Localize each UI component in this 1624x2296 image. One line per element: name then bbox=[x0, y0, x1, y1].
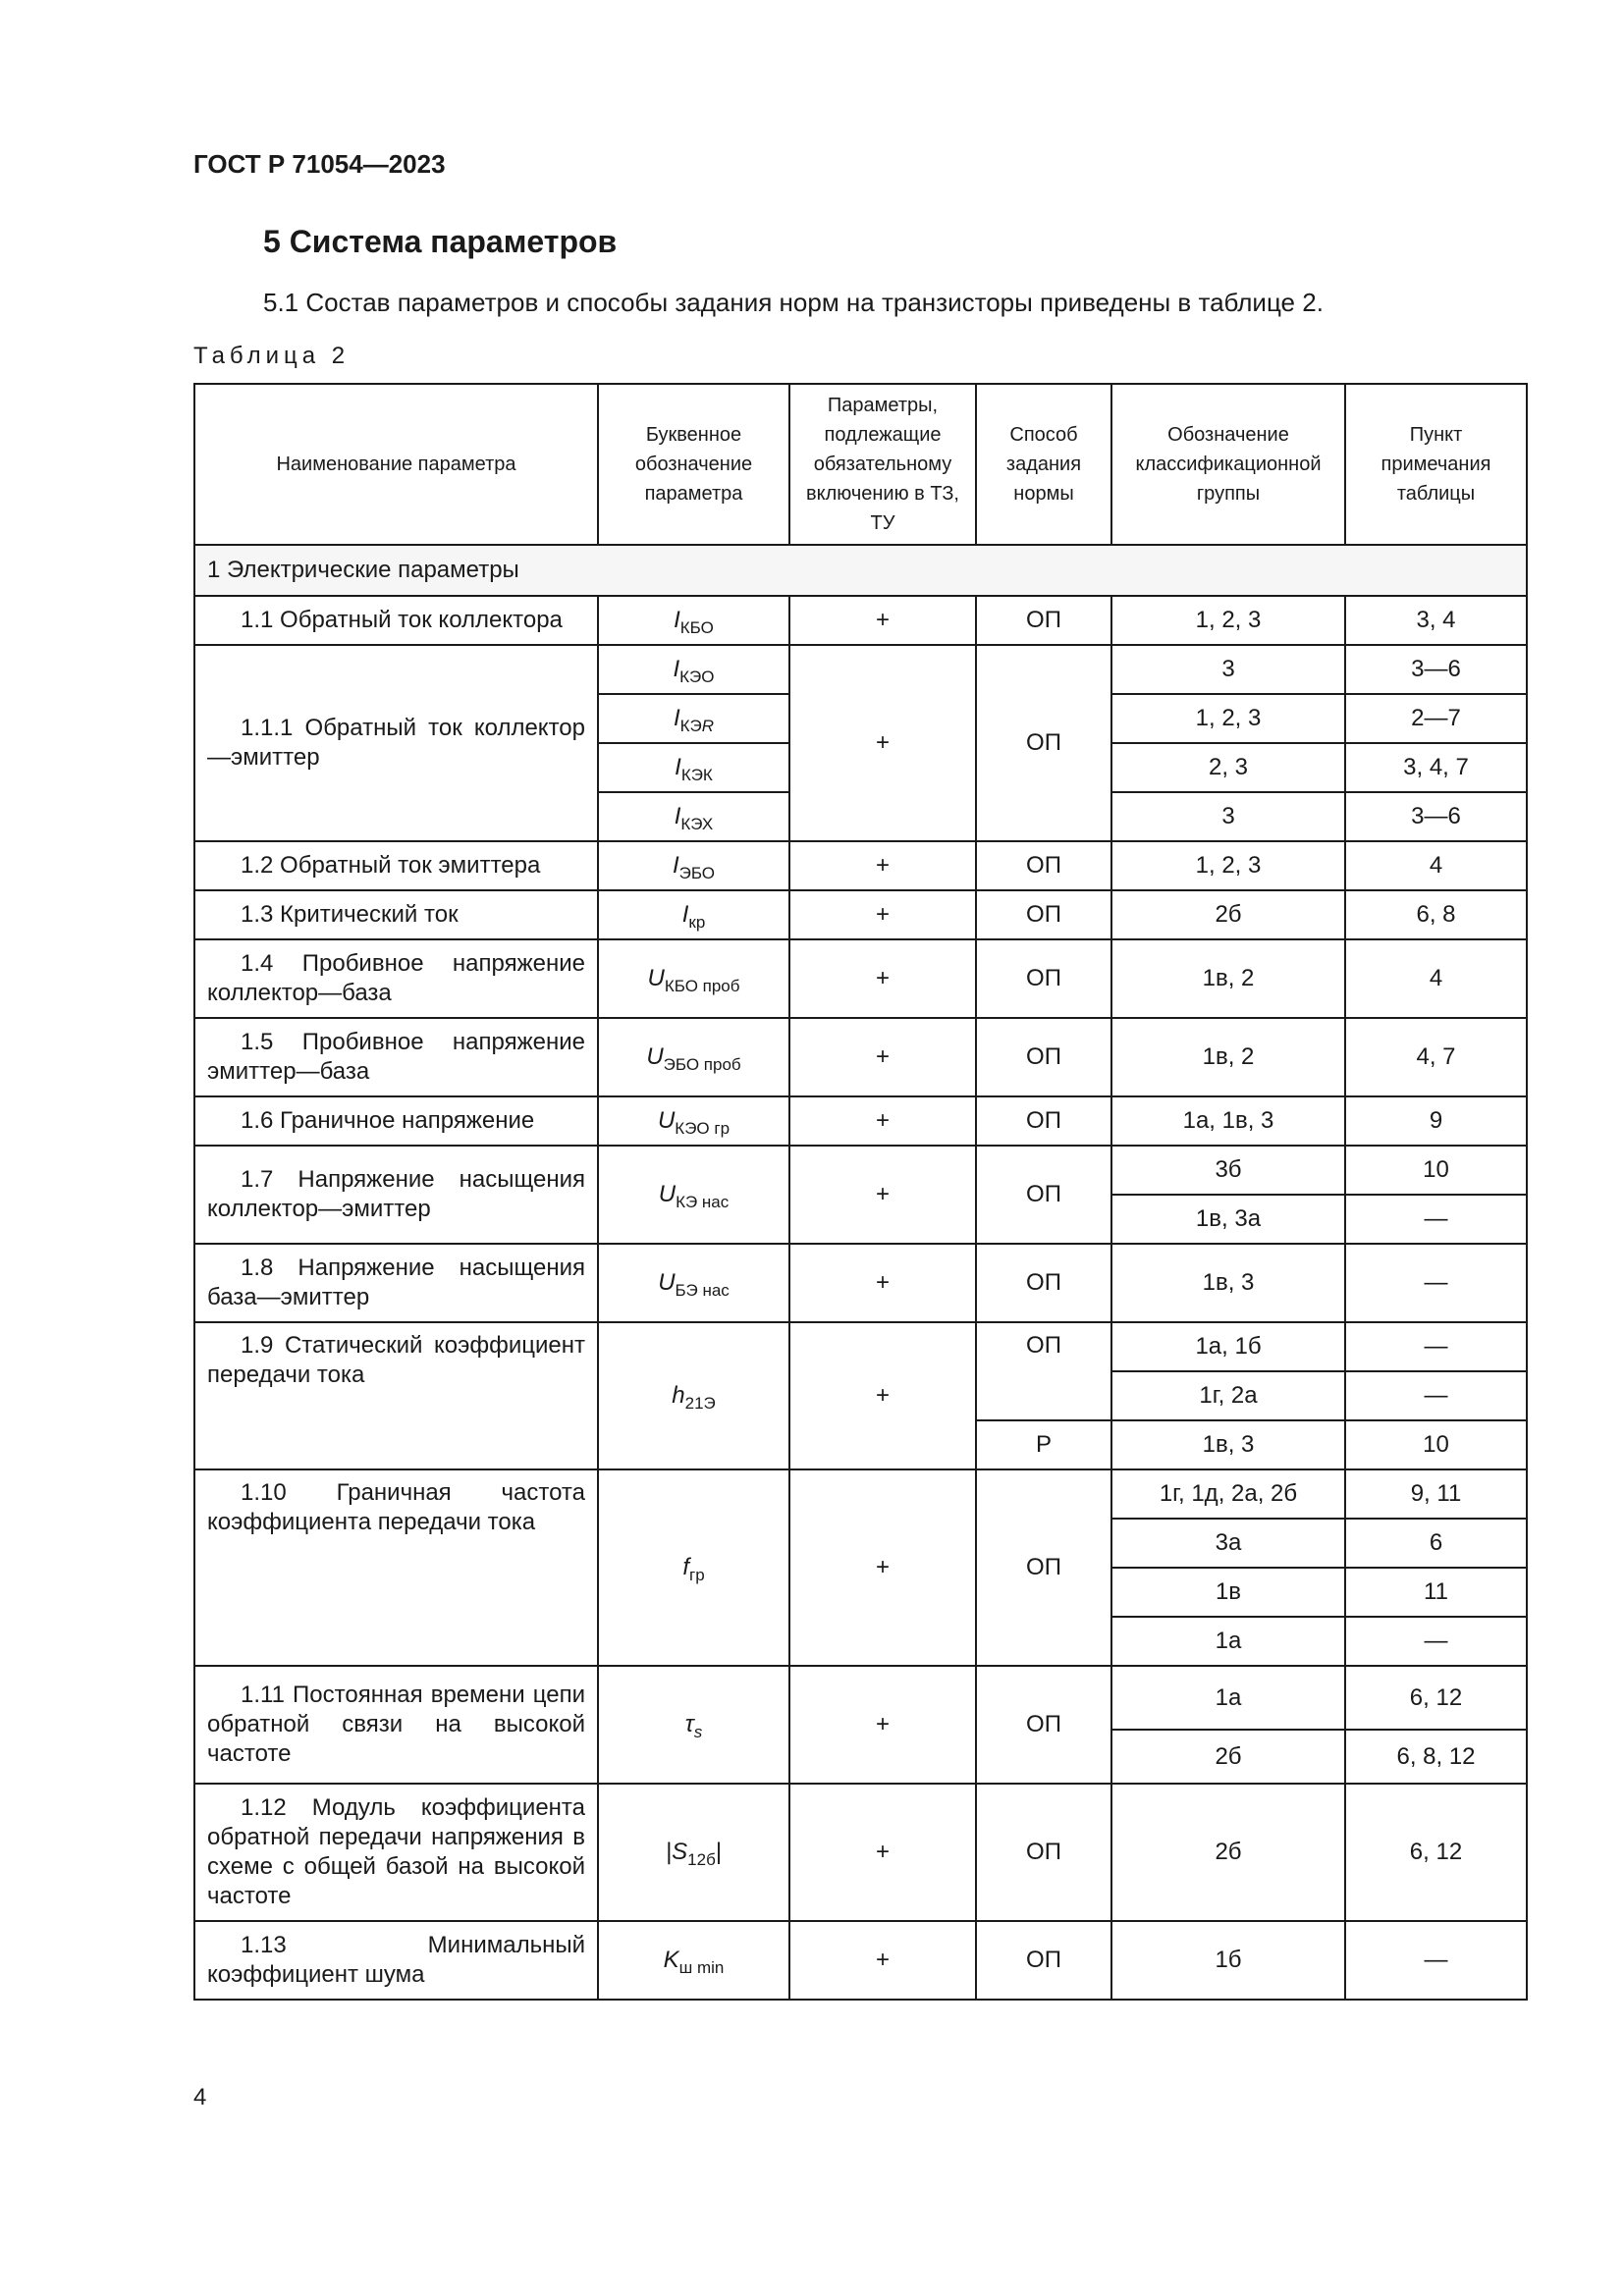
group-cell: 1г, 1д, 2а, 2б bbox=[1111, 1469, 1345, 1519]
param-symbol: $\tau_s$ bbox=[598, 1666, 789, 1784]
note-cell: — bbox=[1345, 1244, 1527, 1322]
note-cell: 10 bbox=[1345, 1420, 1527, 1469]
mandatory-cell: + bbox=[789, 596, 976, 645]
table-row bbox=[194, 1784, 1527, 1921]
method-cell: ОП bbox=[976, 1784, 1111, 1921]
note-cell: — bbox=[1345, 1322, 1527, 1371]
param-symbol: $U_{ЭБО проб}$ bbox=[598, 1018, 789, 1096]
param-name: 1.4 Пробивное напряжение коллектор—база bbox=[194, 939, 598, 1018]
param-symbol: $|S_{12б}|$ bbox=[598, 1784, 789, 1921]
table-header-row bbox=[194, 384, 1527, 545]
note-cell: 6, 8, 12 bbox=[1345, 1730, 1527, 1784]
method-cell: ОП bbox=[976, 1018, 1111, 1096]
mandatory-cell: + bbox=[789, 1096, 976, 1146]
note-cell: — bbox=[1345, 1921, 1527, 2000]
method-cell: ОП bbox=[976, 1146, 1111, 1244]
note-cell: 6, 12 bbox=[1345, 1784, 1527, 1921]
param-symbol: $U_{КБО проб}$ bbox=[598, 939, 789, 1018]
header-symbol: Буквенное обозначение параметра bbox=[598, 384, 789, 545]
group-cell: 2, 3 bbox=[1111, 743, 1345, 792]
group-cell: 1а, 1в, 3 bbox=[1111, 1096, 1345, 1146]
table-row bbox=[194, 1146, 1527, 1195]
table-row bbox=[194, 890, 1527, 939]
param-name: 1.8 Напряжение насыщения база—эмиттер bbox=[194, 1244, 598, 1322]
param-symbol: $I_{КЭО}$ bbox=[598, 645, 789, 694]
group-cell: 1в, 3 bbox=[1111, 1244, 1345, 1322]
mandatory-cell: + bbox=[789, 1018, 976, 1096]
group-cell: 1, 2, 3 bbox=[1111, 596, 1345, 645]
note-cell: — bbox=[1345, 1195, 1527, 1244]
table-row bbox=[194, 645, 1527, 694]
header-name: Наименование параметра bbox=[194, 384, 598, 545]
method-cell: ОП bbox=[976, 841, 1111, 890]
method-cell: ОП bbox=[976, 645, 1111, 841]
table-row bbox=[194, 1322, 1527, 1371]
mandatory-cell: + bbox=[789, 1784, 976, 1921]
note-cell: 6 bbox=[1345, 1519, 1527, 1568]
table-row bbox=[194, 1096, 1527, 1146]
mandatory-cell: + bbox=[789, 939, 976, 1018]
header-group: Обозначение классификационной группы bbox=[1111, 384, 1345, 545]
mandatory-cell: + bbox=[789, 1666, 976, 1784]
method-cell: ОП bbox=[976, 1666, 1111, 1784]
param-name: 1.1.1 Обратный ток коллектор—эмиттер bbox=[194, 645, 598, 841]
mandatory-cell: + bbox=[789, 841, 976, 890]
group-cell: 3 bbox=[1111, 792, 1345, 841]
param-name: 1.9 Статический коэффициент передачи тока bbox=[194, 1322, 598, 1469]
param-symbol: $U_{КЭО гр}$ bbox=[598, 1096, 789, 1146]
param-name: 1.11 Постоянная времени цепи обратной связи на высокой частоте bbox=[194, 1666, 598, 1784]
table-row bbox=[194, 1018, 1527, 1096]
section-title: 5 Система параметров bbox=[263, 224, 618, 259]
note-cell: — bbox=[1345, 1617, 1527, 1666]
group-cell: 2б bbox=[1111, 1730, 1345, 1784]
header-method: Способ задания нормы bbox=[976, 384, 1111, 545]
group-cell: 1а bbox=[1111, 1666, 1345, 1730]
note-cell: 2—7 bbox=[1345, 694, 1527, 743]
standard-designation: ГОСТ Р 71054—2023 bbox=[193, 149, 446, 179]
group-cell: 1, 2, 3 bbox=[1111, 841, 1345, 890]
table-row bbox=[194, 841, 1527, 890]
param-symbol: $I_{кр}$ bbox=[598, 890, 789, 939]
group-cell: 1в, 2 bbox=[1111, 1018, 1345, 1096]
note-cell: 6, 12 bbox=[1345, 1666, 1527, 1730]
group-cell: 1а, 1б bbox=[1111, 1322, 1345, 1371]
mandatory-cell: + bbox=[789, 1921, 976, 2000]
section-row-label: 1 Электрические параметры bbox=[194, 545, 1527, 596]
table-row bbox=[194, 596, 1527, 645]
note-cell: 9 bbox=[1345, 1096, 1527, 1146]
method-cell: ОП bbox=[976, 939, 1111, 1018]
param-name: 1.5 Пробивное напряжение эмиттер—база bbox=[194, 1018, 598, 1096]
method-cell: ОП bbox=[976, 1469, 1111, 1666]
param-symbol: $I_{КБО}$ bbox=[598, 596, 789, 645]
section-intro-paragraph: 5.1 Состав параметров и способы задания норм на транзисторы приведены в таблице 2. bbox=[263, 288, 1324, 317]
param-name: 1.10 Граничная частота коэффициента передачи тока bbox=[194, 1469, 598, 1666]
table-row bbox=[194, 1666, 1527, 1730]
table-row bbox=[194, 939, 1527, 1018]
note-cell: — bbox=[1345, 1371, 1527, 1420]
note-cell: 10 bbox=[1345, 1146, 1527, 1195]
page-number: 4 bbox=[193, 2084, 207, 2110]
group-cell: 3 bbox=[1111, 645, 1345, 694]
method-cell: ОП bbox=[976, 1244, 1111, 1322]
group-cell: 1, 2, 3 bbox=[1111, 694, 1345, 743]
param-name: 1.3 Критический ток bbox=[194, 890, 598, 939]
table-row bbox=[194, 1469, 1527, 1519]
method-cell: ОП bbox=[976, 890, 1111, 939]
group-cell: 1г, 2а bbox=[1111, 1371, 1345, 1420]
mandatory-cell: + bbox=[789, 1469, 976, 1666]
group-cell: 3б bbox=[1111, 1146, 1345, 1195]
mandatory-cell: + bbox=[789, 890, 976, 939]
param-symbol: $I_{КЭХ}$ bbox=[598, 792, 789, 841]
mandatory-cell: + bbox=[789, 645, 976, 841]
parameters-table bbox=[193, 383, 1528, 2001]
param-symbol: $U_{КЭ нас}$ bbox=[598, 1146, 789, 1244]
param-symbol: $I_{КЭR}$ bbox=[598, 694, 789, 743]
param-symbol: $I_{КЭК}$ bbox=[598, 743, 789, 792]
note-cell: 3, 4 bbox=[1345, 596, 1527, 645]
param-symbol: $I_{ЭБО}$ bbox=[598, 841, 789, 890]
param-symbol: $K_{ш min}$ bbox=[598, 1921, 789, 2000]
group-cell: 2б bbox=[1111, 1784, 1345, 1921]
note-cell: 4 bbox=[1345, 939, 1527, 1018]
param-symbol: $U_{БЭ нас}$ bbox=[598, 1244, 789, 1322]
table-row bbox=[194, 1244, 1527, 1322]
method-cell: Р bbox=[976, 1420, 1111, 1469]
mandatory-cell: + bbox=[789, 1244, 976, 1322]
group-cell: 1в, 3 bbox=[1111, 1420, 1345, 1469]
group-cell: 1б bbox=[1111, 1921, 1345, 2000]
group-cell: 1в, 2 bbox=[1111, 939, 1345, 1018]
method-cell: ОП bbox=[976, 1322, 1111, 1420]
param-name: 1.7 Напряжение насыщения коллектор—эмиттер bbox=[194, 1146, 598, 1244]
param-name: 1.1 Обратный ток коллектора bbox=[194, 596, 598, 645]
param-symbol: $f_{гр}$ bbox=[598, 1469, 789, 1666]
method-cell: ОП bbox=[976, 1921, 1111, 2000]
param-name: 1.13 Минимальный коэффициент шума bbox=[194, 1921, 598, 2000]
mandatory-cell: + bbox=[789, 1146, 976, 1244]
mandatory-cell: + bbox=[789, 1322, 976, 1469]
method-cell: ОП bbox=[976, 1096, 1111, 1146]
param-name: 1.12 Модуль коэффициента обратной передачи напряжения в схеме с общей базой на высокой частоте bbox=[194, 1784, 598, 1921]
note-cell: 11 bbox=[1345, 1568, 1527, 1617]
note-cell: 4 bbox=[1345, 841, 1527, 890]
note-cell: 9, 11 bbox=[1345, 1469, 1527, 1519]
header-note: Пункт примечания таблицы bbox=[1345, 384, 1527, 545]
note-cell: 3, 4, 7 bbox=[1345, 743, 1527, 792]
table-row bbox=[194, 1921, 1527, 2000]
note-cell: 3—6 bbox=[1345, 645, 1527, 694]
group-cell: 1а bbox=[1111, 1617, 1345, 1666]
group-cell: 3а bbox=[1111, 1519, 1345, 1568]
param-symbol: $h_{21Э}$ bbox=[598, 1322, 789, 1469]
note-cell: 6, 8 bbox=[1345, 890, 1527, 939]
note-cell: 4, 7 bbox=[1345, 1018, 1527, 1096]
header-mandatory: Параметры, подлежащие обязательному включению в ТЗ, ТУ bbox=[789, 384, 976, 545]
note-cell: 3—6 bbox=[1345, 792, 1527, 841]
group-cell: 1в, 3а bbox=[1111, 1195, 1345, 1244]
table-section-row bbox=[194, 545, 1527, 596]
group-cell: 2б bbox=[1111, 890, 1345, 939]
param-name: 1.6 Граничное напряжение bbox=[194, 1096, 598, 1146]
param-name: 1.2 Обратный ток эмиттера bbox=[194, 841, 598, 890]
table-caption: Таблица 2 bbox=[193, 343, 351, 369]
group-cell: 1в bbox=[1111, 1568, 1345, 1617]
method-cell: ОП bbox=[976, 596, 1111, 645]
